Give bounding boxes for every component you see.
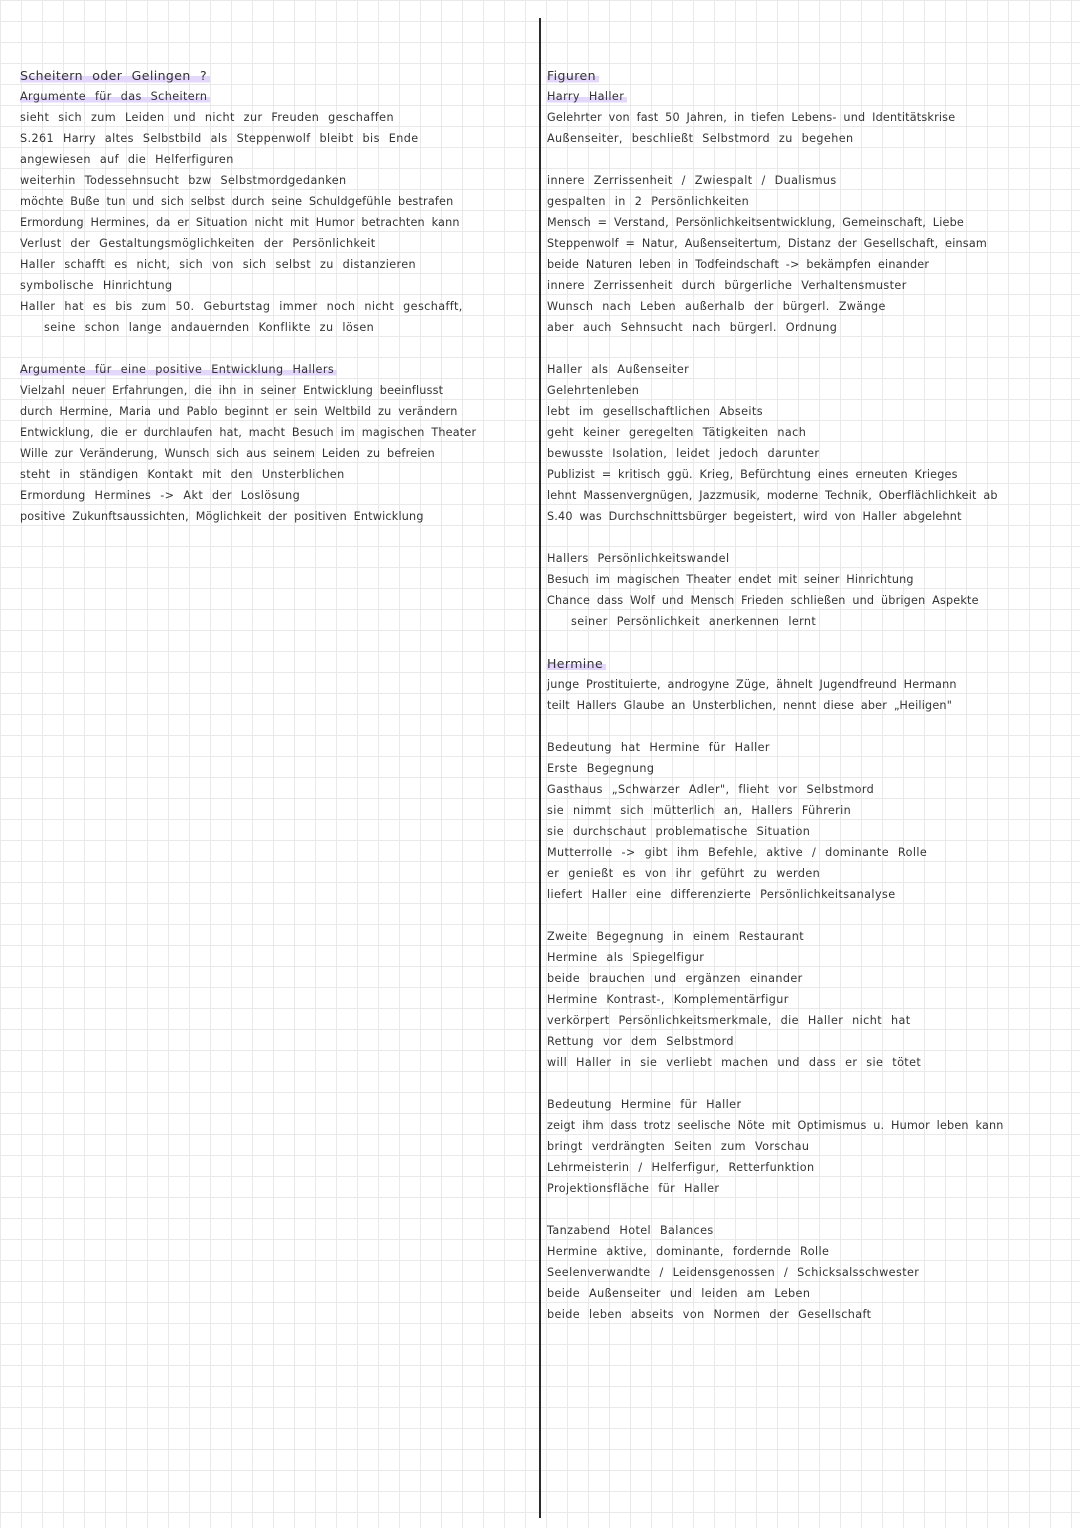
note-line: Lehrmeisterin / Helferfigur, Retterfunktion [547,1161,815,1174]
note-line: lebt im gesellschaftlichen Abseits [547,405,763,418]
note-line: durch Hermine, Maria und Pablo beginnt er sein Weltbild zu verändern [20,405,458,418]
note-line: Verlust der Gestaltungsmöglichkeiten der Persönlichkeit [20,237,376,250]
note-line: innere Zerrissenheit / Zwiespalt / Dualismus [547,174,837,187]
note-line: sie nimmt sich mütterlich an, Hallers Führerin [547,804,852,817]
note-line: Gasthaus „Schwarzer Adler", flieht vor Selbstmord [547,783,875,796]
note-line: S.261 Harry altes Selbstbild als Steppenwolf bleibt bis Ende [20,132,419,145]
note-line: angewiesen auf die Helferfiguren [20,153,234,166]
note-line: positive Zukunftsaussichten, Möglichkeit der positiven Entwicklung [20,510,424,523]
note-line: weiterhin Todessehnsucht bzw Selbstmordgedanken [20,174,347,187]
note-line: sie durchschaut problematische Situation [547,825,811,838]
note-line: S.40 was Durchschnittsbürger begeistert, wird von Haller abgelehnt [547,510,962,523]
note-line: Vielzahl neuer Erfahrungen, die ihn in seiner Entwicklung beeinflusst [20,384,444,397]
title-persoenlichkeitswandel: Hallers Persönlichkeitswandel [547,552,730,565]
note-line: seiner Persönlichkeit anerkennen lernt [571,615,817,628]
title-aussenseiter: Haller als Außenseiter [547,363,690,376]
note-line: junge Prostituierte, androgyne Züge, ähnelt Jugendfreund Hermann [547,678,957,691]
title-hermine: Hermine [547,656,606,672]
section-title-scheitern: Scheitern oder Gelingen ? [20,68,210,84]
note-line: innere Zerrissenheit durch bürgerliche Verhaltensmuster [547,279,907,292]
note-line: lehnt Massenvergnügen, Jazzmusik, moderne Technik, Oberflächlichkeit ab [547,489,998,502]
note-line: Gelehrtenleben [547,384,640,397]
note-line: Mutterrolle -> gibt ihm Befehle, aktive / dominante Rolle [547,846,928,859]
note-line: Hermine als Spiegelfigur [547,951,705,964]
note-line: zeigt ihm dass trotz seelische Nöte mit Optimismus u. Humor leben kann [547,1119,1004,1132]
note-line: Publizist = kritisch ggü. Krieg, Befürchtung eines erneuten Krieges [547,468,958,481]
note-line: sieht sich zum Leiden und nicht zur Freuden geschaffen [20,111,394,124]
note-line: Haller hat es bis zum 50. Geburtstag immer noch nicht geschafft, [20,300,463,313]
note-line: Seelenverwandte / Leidensgenossen / Schicksalsschwester [547,1266,920,1279]
note-line: Besuch im magischen Theater endet mit seiner Hinrichtung [547,573,914,586]
note-line: seine schon lange andauernden Konflikte zu lösen [44,321,375,334]
note-line: symbolische Hinrichtung [20,279,173,292]
note-line: Bedeutung Hermine für Haller [547,1098,742,1111]
note-line: will Haller in sie verliebt machen und dass er sie tötet [547,1056,922,1069]
note-line: Hermine aktive, dominante, fordernde Rolle [547,1245,830,1258]
note-line: bringt verdrängten Seiten zum Vorschau [547,1140,810,1153]
note-line: möchte Buße tun und sich selbst durch seine Schuldgefühle bestrafen [20,195,454,208]
note-line: aber auch Sehnsucht nach bürgerl. Ordnung [547,321,838,334]
note-line: liefert Haller eine differenzierte Persönlichkeitsanalyse [547,888,896,901]
note-line: Erste Begegnung [547,762,655,775]
note-line: beide brauchen und ergänzen einander [547,972,803,985]
note-line: Chance dass Wolf und Mensch Frieden schließen und übrigen Aspekte [547,594,979,607]
note-line: Entwicklung, die er durchlaufen hat, macht Besuch im magischen Theater [20,426,477,439]
subtitle-scheitern: Argumente für das Scheitern [20,89,210,105]
title-bedeutung-hermine: Bedeutung hat Hermine für Haller [547,741,770,754]
note-line: Wunsch nach Leben außerhalb der bürgerl. Zwänge [547,300,886,313]
note-line: Ermordung Hermines, da er Situation nicht mit Humor betrachten kann [20,216,460,229]
note-line: Projektionsfläche für Haller [547,1182,720,1195]
note-line: Wille zur Veränderung, Wunsch sich aus seinem Leiden zu befreien [20,447,435,460]
note-line: beide Außenseiter und leiden am Leben [547,1287,811,1300]
note-line: gespalten in 2 Persönlichkeiten [547,195,750,208]
note-line: er genießt es von ihr geführt zu werden [547,867,821,880]
note-line: Außenseiter, beschließt Selbstmord zu begehen [547,132,854,145]
note-line: geht keiner geregelten Tätigkeiten nach [547,426,807,439]
note-line: Tanzabend Hotel Balances [547,1224,714,1237]
note-line: Steppenwolf = Natur, Außenseitertum, Distanz der Gesellschaft, einsam [547,237,987,250]
note-line: Rettung vor dem Selbstmord [547,1035,734,1048]
note-line: Zweite Begegnung in einem Restaurant [547,930,805,943]
title-harry-haller: Harry Haller [547,89,627,105]
note-line: Mensch = Verstand, Persönlichkeitsentwicklung, Gemeinschaft, Liebe [547,216,965,229]
note-line: beide Naturen leben in Todfeindschaft -> bekämpfen einander [547,258,930,271]
page-divider [539,18,541,1518]
note-line: Gelehrter von fast 50 Jahren, in tiefen Lebens- und Identitätskrise [547,111,956,124]
note-line: bewusste Isolation, leidet jedoch darunter [547,447,820,460]
note-line: teilt Hallers Glaube an Unsterblichen, nennt diese aber „Heiligen" [547,699,953,712]
note-line: steht in ständigen Kontakt mit den Unsterblichen [20,468,345,481]
heading-figuren: Figuren [547,68,599,84]
note-line: verkörpert Persönlichkeitsmerkmale, die Haller nicht hat [547,1014,911,1027]
note-line: Haller schafft es nicht, sich von sich selbst zu distanzieren [20,258,417,271]
note-line: Hermine Kontrast-, Komplementärfigur [547,993,789,1006]
section-title-entwicklung: Argumente für eine positive Entwicklung Hallers [20,362,337,378]
note-line: Ermordung Hermines -> Akt der Loslösung [20,489,301,502]
note-line: beide leben abseits von Normen der Gesellschaft [547,1308,872,1321]
